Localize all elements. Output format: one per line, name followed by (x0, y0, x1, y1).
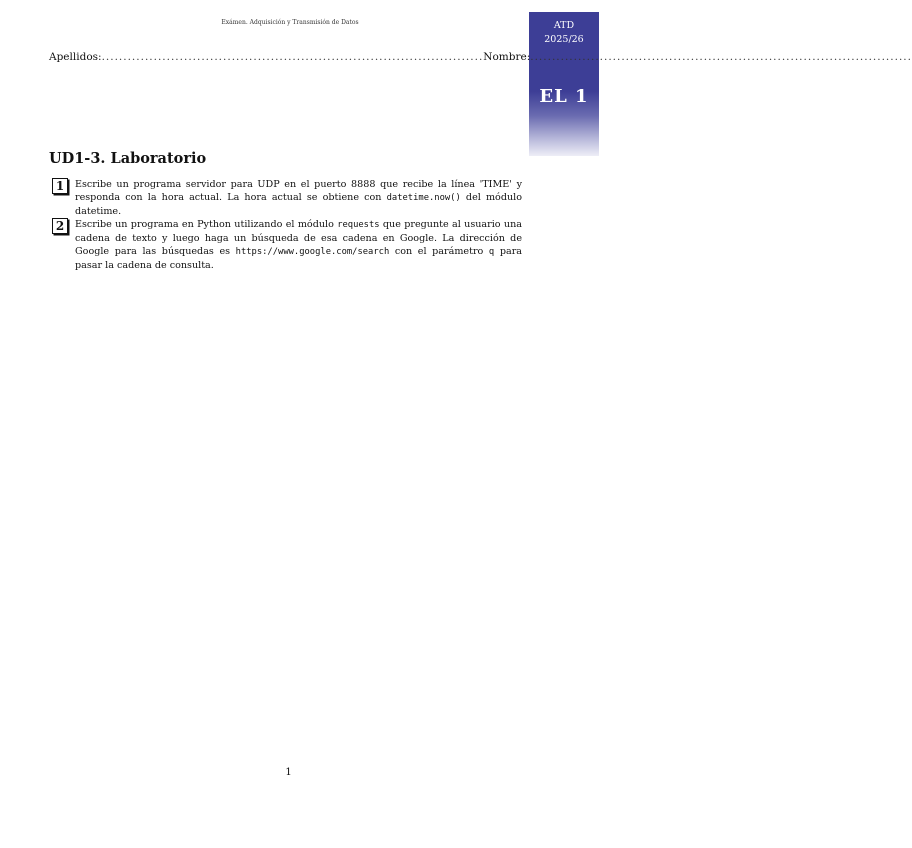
name-field[interactable]: ........................................................................................ (530, 51, 912, 63)
inline-code-url: https://www.google.com/search (235, 247, 390, 257)
tab-subject: ATD (553, 20, 575, 31)
tab-exam-code: EL 1 (539, 86, 589, 107)
exercise-1 (52, 178, 522, 218)
exercise-2-text: Escribe un programa en Python utilizando el módulo requests que pregunte al usuario una cadena de texto y luego haga un búsqueda de esa cadena en Google. La dirección de Google para las búsquedas es https://www.google.com/search con el parámetro q para pasar la cadena de consulta. (75, 219, 522, 271)
exam-tab (529, 12, 599, 156)
exercise-2 (52, 218, 522, 272)
student-info-line (49, 51, 912, 63)
tab-year: 2025/26 (544, 34, 584, 45)
inline-code: datetime.now() (386, 193, 461, 203)
exercise-1-text: Escribe un programa servidor para UDP en el puerto 8888 que recibe la línea 'TIME' y responda con la hora actual. La hora actual se obtiene con datetime.now() del módulo datetime. (75, 179, 522, 217)
inline-code: requests (337, 220, 380, 230)
page-header: Exámen. Adquisición y Transmisión de Datos (221, 19, 359, 26)
exercise-number-badge: 1 (52, 178, 68, 194)
surname-field[interactable]: ........................................................................................ (101, 51, 484, 63)
page-number: 1 (285, 767, 292, 778)
inline-code-param: q (488, 247, 495, 257)
section-title: UD1-3. Laboratorio (49, 150, 207, 167)
name-label: Nombre: (483, 51, 531, 63)
surname-label: Apellidos: (49, 51, 102, 63)
exercise-number-badge: 2 (52, 218, 68, 234)
